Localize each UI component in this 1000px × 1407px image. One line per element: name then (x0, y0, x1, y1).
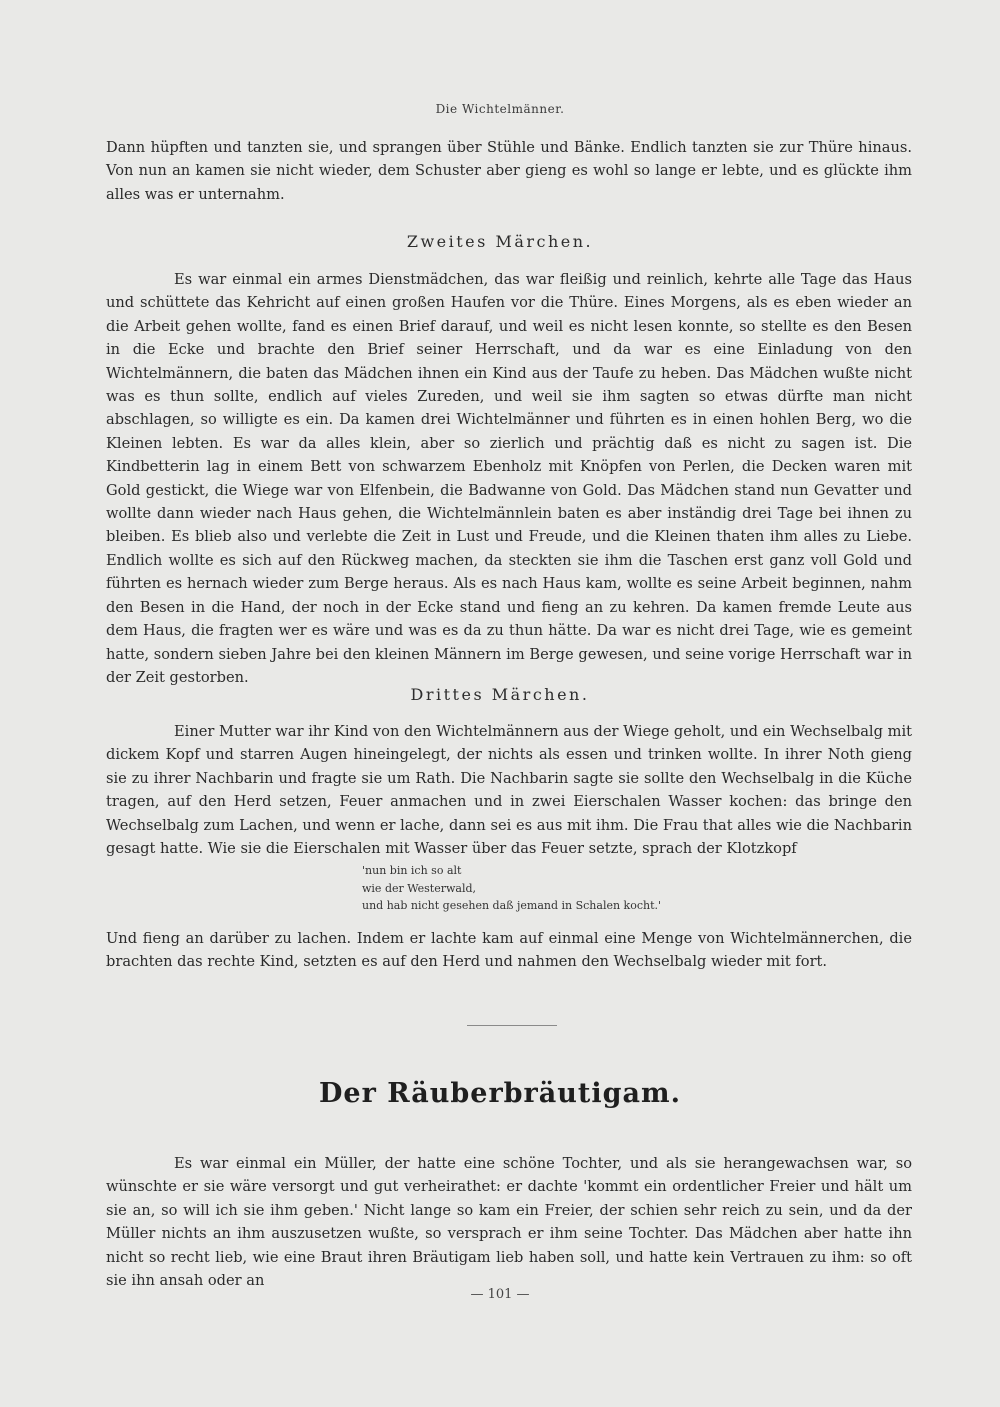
story-text: Es war einmal ein Müller, der hatte eine schöne Tochter, und als sie herangewachsen war, so wünschte er sie wäre versorgt und gut verheirathet: er dachte 'kommt ein ordentlicher Freier und hält um sie an, so will ich sie ihm geben.' Nicht lange so kam ein Freier, der schien sehr reich zu sein, und da der Müller nichts an ihm auszusetzen wußte, so versprach er ihm seine Tochter. Das Mädchen aber hatte ihn nicht so recht lieb, wie eine Braut ihren Bräutigam lieb haben soll, und hatte kein Vertrauen zu ihm: so oft sie ihn ansah oder an (106, 1155, 912, 1290)
story-paragraph (106, 1152, 912, 1292)
section-two-text: Es war einmal ein armes Dienstmädchen, das war fleißig und reinlich, kehrte alle Tage das Haus und schüttete das Kehricht auf einen großen Haufen vor die Thüre. Eines Morgens, als es eben wieder an die Arbeit gehen wollte, fand es einen Brief darauf, und weil es nicht lesen konnte, so stellte es den Besen in die Ecke und brachte den Brief seiner Herrschaft, und da war es eine Einladung von den Wichtelmännern, die baten das Mädchen ihnen ein Kind aus der Taufe zu heben. Das Mädchen wußte nicht was es thun sollte, endlich auf vieles Zureden, und weil sie ihm sagten so etwas dürfte man nicht abschlagen, so willigte es ein. Da kamen drei Wichtelmänner und führten es in einen hohlen Berg, wo die Kleinen lebten. Es war da alles klein, aber so zierlich und prächtig daß es nicht zu sagen ist. Die Kindbetterin lag in einem Bett von schwarzem Ebenholz mit Knöpfen von Perlen, die Decken waren mit Gold gestickt, die Wiege war von Elfenbein, die Badwanne von Gold. Das Mädchen stand nun Gevatter und wollte dann wieder nach Haus gehen, die Wichtelmännlein baten es aber inständig drei Tage bei ihnen zu bleiben. Es blieb also und verlebte die Zeit in Lust und Freude, und die Kleinen thaten ihm alles zu Liebe. Endlich wollte es sich auf den Rückweg machen, da steckten sie ihm die Taschen erst ganz voll Gold und führten es hernach wieder zum Berge heraus. Als es nach Haus kam, wollte es seine Arbeit beginnen, nahm den Besen in die Hand, der noch in der Ecke stand und fieng an zu kehren. Da kamen fremde Leute aus dem Haus, die fragten wer es wäre und was es da zu thun hätte. Da war es nicht drei Tage, wie es gemeint hatte, sondern sieben Jahre bei den kleinen Männern im Berge gewesen, und seine vorige Herrschaft war in der Zeit gestorben. (106, 271, 912, 686)
section-two-title: Zweites Märchen. (406, 232, 594, 251)
section-three-text: Einer Mutter war ihr Kind von den Wichtelmännern aus der Wiege geholt, und ein Wechselbalg mit dickem Kopf und starren Augen hineingelegt, der nichts als essen und trinken wollte. In ihrer Noth gieng sie zu ihrer Nachbarin und fragte sie um Rath. Die Nachbarin sagte sie sollte den Wechselbalg in die Küche tragen, auf den Herd setzen, Feuer anmachen und in zwei Eierschalen Wasser kochen: das bringe den Wechselbalg zum Lachen, und wenn er lache, dann sei es aus mit ihm. Die Frau that alles wie die Nachbarin gesagt hatte. Wie sie die Eierschalen mit Wasser über das Feuer setzte, sprach der Klotzkopf (106, 723, 912, 858)
intro-paragraph: Dann hüpften und tanzten sie, und sprangen über Stühle und Bänke. Endlich tanzten sie zur Thüre hinaus. Von nun an kamen sie nicht wieder, dem Schuster aber gieng es wohl so lange er lebte, und es glückte ihm alles was er unternahm. (106, 139, 912, 203)
page-number: — 101 — (470, 1287, 530, 1302)
verse-line: wie der Westerwald, (362, 881, 477, 895)
story-title: Der Räuberbräutigam. (319, 1078, 681, 1109)
verse-block (362, 862, 882, 915)
section-three-paragraph (106, 720, 912, 860)
verse-line: und hab nicht gesehen daß jemand in Schalen kocht.' (362, 899, 662, 912)
section-divider (467, 1025, 557, 1026)
running-head: Die Wichtelmänner. (435, 102, 565, 116)
after-verse-paragraph: Und fieng an darüber zu lachen. Indem er lachte kam auf einmal eine Menge von Wichtelmännerchen, die brachten das rechte Kind, setzten es auf den Herd und nahmen den Wechselbalg wieder mit fort. (106, 930, 912, 971)
section-two-paragraph (106, 268, 912, 689)
verse-line: 'nun bin ich so alt (362, 864, 462, 877)
section-three-title: Drittes Märchen. (410, 685, 590, 704)
